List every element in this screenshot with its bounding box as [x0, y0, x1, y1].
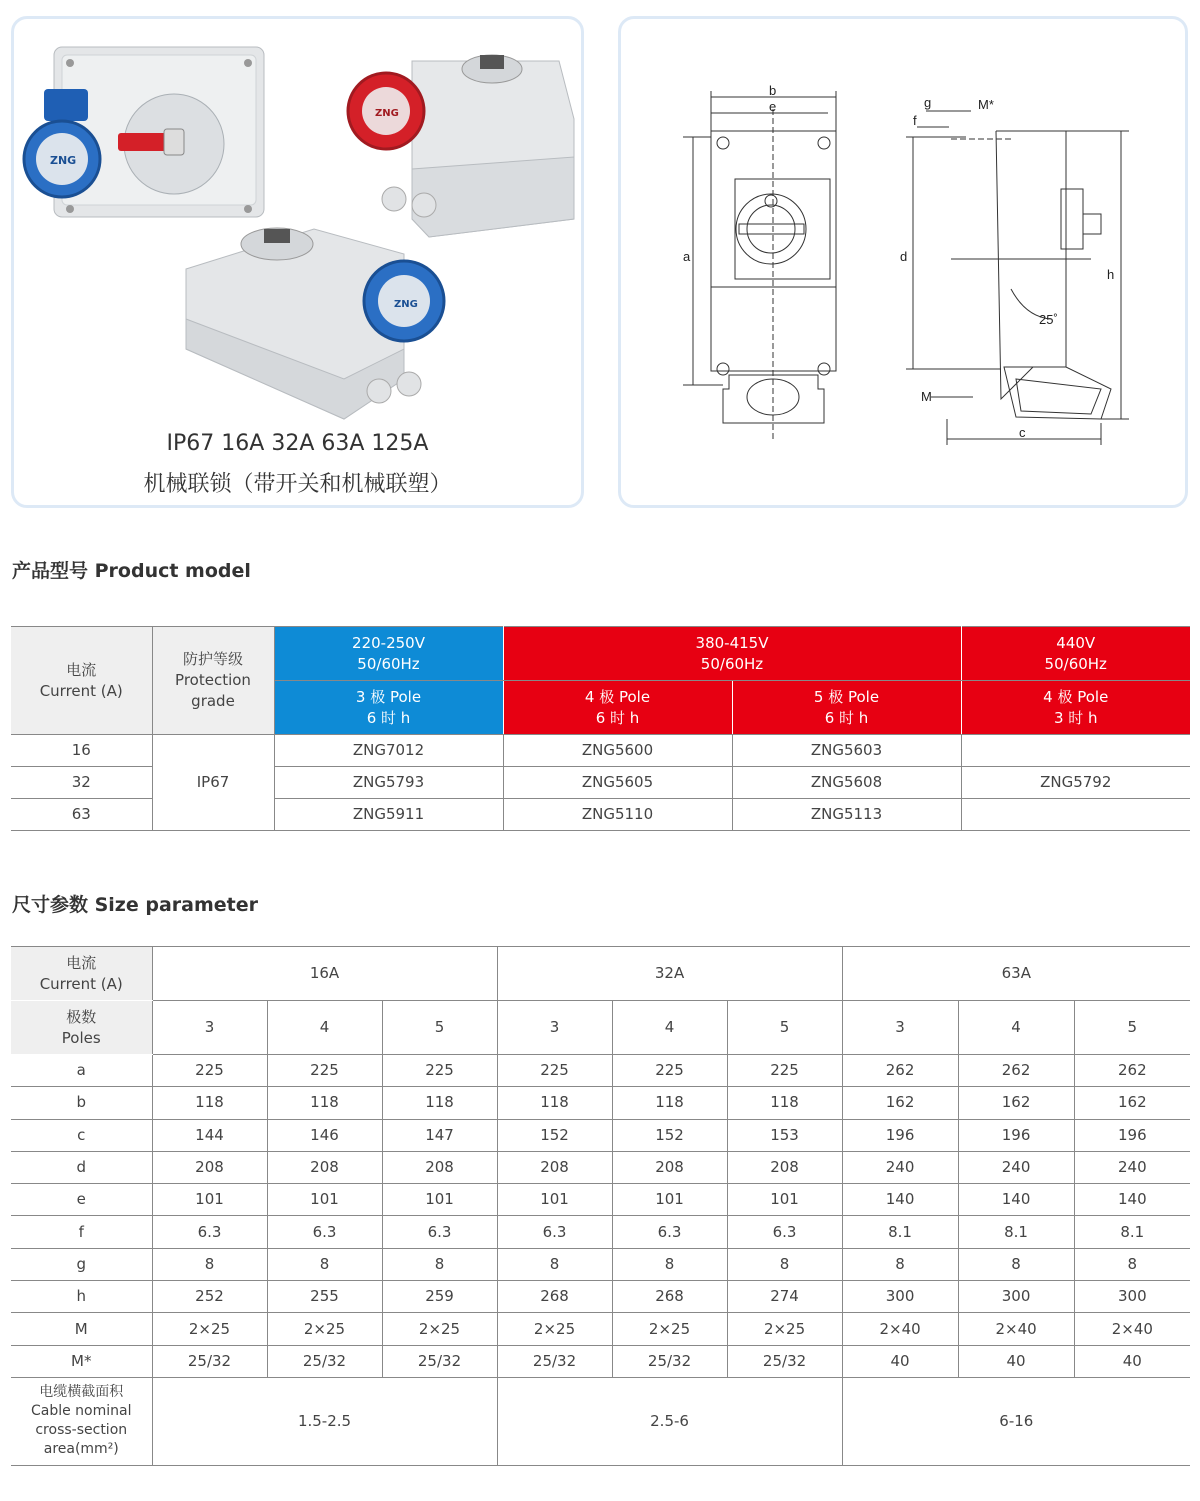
param-value: 101 — [382, 1184, 497, 1216]
param-value: 162 — [958, 1087, 1074, 1119]
param-value: 153 — [727, 1119, 842, 1151]
table-row — [11, 1119, 1190, 1151]
param-value: 2×25 — [727, 1313, 842, 1345]
param-value: 225 — [382, 1055, 497, 1087]
dim-label-m-star: M* — [978, 97, 994, 112]
param-value: 101 — [727, 1184, 842, 1216]
brand-label-red: ZNG — [375, 108, 399, 119]
param-value: 101 — [612, 1184, 727, 1216]
param-value: 144 — [152, 1119, 267, 1151]
param-value: 225 — [612, 1055, 727, 1087]
cable-label-en-3: area(mm²) — [43, 1441, 119, 1458]
pole-cell: 5 — [727, 1001, 842, 1055]
param-value: 208 — [612, 1151, 727, 1183]
pole-cell: 5 — [382, 1001, 497, 1055]
product-socket-red — [348, 55, 574, 237]
param-value: 152 — [497, 1119, 612, 1151]
param-label: M — [11, 1313, 152, 1345]
param-value: 25/32 — [267, 1345, 382, 1377]
cable-value-63a: 6-16 — [842, 1377, 1190, 1465]
model-cell — [961, 735, 1190, 767]
param-value: 6.3 — [727, 1216, 842, 1248]
param-value: 2×25 — [152, 1313, 267, 1345]
param-value: 6.3 — [497, 1216, 612, 1248]
table-row — [11, 1087, 1190, 1119]
product-model-table — [11, 626, 1190, 831]
param-label: f — [11, 1216, 152, 1248]
model-cell: ZNG5793 — [274, 767, 503, 799]
param-value: 262 — [842, 1055, 958, 1087]
table-row — [11, 1345, 1190, 1377]
pole-cell: 4 — [267, 1001, 382, 1055]
voltage-group-header — [961, 627, 1190, 681]
dim-label-d: d — [900, 249, 908, 264]
dim-label-c: c — [1019, 425, 1026, 440]
product-socket-blue-angled — [186, 228, 444, 419]
technical-drawing-panel — [618, 16, 1188, 508]
param-value: 162 — [842, 1087, 958, 1119]
current-label-cn: 电流 — [66, 953, 97, 972]
table-row — [11, 1216, 1190, 1248]
param-value: 208 — [152, 1151, 267, 1183]
model-cell: ZNG5110 — [503, 799, 732, 831]
param-label: h — [11, 1281, 152, 1313]
current-group-32a: 32A — [497, 947, 842, 1001]
param-value: 208 — [727, 1151, 842, 1183]
param-label: b — [11, 1087, 152, 1119]
model-cell: ZNG7012 — [274, 735, 503, 767]
table-row — [11, 1055, 1190, 1087]
header-protection-en-1: Protection — [175, 671, 251, 689]
param-value: 8 — [497, 1248, 612, 1280]
hour-label: 3 时 h — [1053, 708, 1098, 727]
model-cell: ZNG5605 — [503, 767, 732, 799]
param-value: 162 — [1074, 1087, 1190, 1119]
param-label: c — [11, 1119, 152, 1151]
param-label: e — [11, 1184, 152, 1216]
header-protection-en-2: grade — [191, 692, 235, 710]
param-value: 2×25 — [497, 1313, 612, 1345]
param-value: 208 — [267, 1151, 382, 1183]
param-value: 25/32 — [497, 1345, 612, 1377]
voltage-label: 220-250V — [352, 633, 425, 652]
pole-label: 4 极 Pole — [1043, 687, 1109, 706]
poles-label-cn: 极数 — [66, 1007, 97, 1026]
dimension-drawing — [621, 19, 1185, 505]
pole-header — [503, 681, 732, 735]
pole-header — [961, 681, 1190, 735]
param-label: d — [11, 1151, 152, 1183]
param-value: 25/32 — [152, 1345, 267, 1377]
size-parameter-table — [11, 946, 1190, 1466]
param-value: 240 — [842, 1151, 958, 1183]
model-cell: ZNG5603 — [732, 735, 961, 767]
hour-label: 6 时 h — [595, 708, 640, 727]
param-label: M* — [11, 1345, 152, 1377]
param-value: 225 — [727, 1055, 842, 1087]
param-value: 8 — [152, 1248, 267, 1280]
poles-row-label — [11, 1001, 152, 1055]
param-value: 262 — [958, 1055, 1074, 1087]
param-value: 152 — [612, 1119, 727, 1151]
product-socket-blue-wide — [24, 47, 264, 217]
model-cell: ZNG5792 — [961, 767, 1190, 799]
param-value: 147 — [382, 1119, 497, 1151]
voltage-group-header — [274, 627, 503, 681]
param-value: 8 — [612, 1248, 727, 1280]
header-current-cn: 电流 — [66, 660, 97, 679]
param-value: 8 — [1074, 1248, 1190, 1280]
param-value: 8 — [842, 1248, 958, 1280]
table-row — [11, 1313, 1190, 1345]
param-value: 8.1 — [958, 1216, 1074, 1248]
param-value: 6.3 — [267, 1216, 382, 1248]
param-value: 118 — [152, 1087, 267, 1119]
pole-cell: 4 — [958, 1001, 1074, 1055]
dim-label-f: f — [913, 113, 917, 128]
cable-label-en-2: cross-section — [35, 1422, 128, 1439]
param-value: 268 — [612, 1281, 727, 1313]
param-value: 240 — [958, 1151, 1074, 1183]
param-value: 208 — [382, 1151, 497, 1183]
param-value: 118 — [727, 1087, 842, 1119]
hour-label: 6 时 h — [366, 708, 411, 727]
param-value: 2×25 — [267, 1313, 382, 1345]
param-value: 25/32 — [727, 1345, 842, 1377]
param-value: 252 — [152, 1281, 267, 1313]
pole-label: 3 极 Pole — [355, 687, 422, 706]
pole-cell: 5 — [1074, 1001, 1190, 1055]
size-parameter-title: 尺寸参数 Size parameter — [12, 894, 259, 916]
dim-label-e: e — [769, 99, 777, 114]
pole-cell: 3 — [842, 1001, 958, 1055]
frequency-label: 50/60Hz — [1044, 654, 1107, 673]
current-row-label — [11, 947, 152, 1001]
param-value: 196 — [958, 1119, 1074, 1151]
product-photo-panel — [11, 16, 584, 508]
dim-label-m: M — [921, 389, 932, 404]
param-value: 140 — [1074, 1184, 1190, 1216]
param-value: 40 — [842, 1345, 958, 1377]
param-value: 268 — [497, 1281, 612, 1313]
param-value: 300 — [958, 1281, 1074, 1313]
param-value: 2×40 — [842, 1313, 958, 1345]
frequency-label: 50/60Hz — [357, 654, 420, 673]
brand-label-blue: ZNG — [394, 299, 418, 310]
dim-label-b: b — [769, 83, 777, 98]
param-value: 8.1 — [1074, 1216, 1190, 1248]
param-value: 225 — [267, 1055, 382, 1087]
dim-label-a: a — [683, 249, 691, 264]
param-value: 225 — [497, 1055, 612, 1087]
param-value: 262 — [1074, 1055, 1190, 1087]
model-cell: ZNG5113 — [732, 799, 961, 831]
pole-cell: 3 — [152, 1001, 267, 1055]
model-cell — [961, 799, 1190, 831]
dim-label-angle: 25˚ — [1039, 312, 1058, 327]
protection-cell: IP67 — [152, 735, 274, 831]
param-value: 146 — [267, 1119, 382, 1151]
param-value: 40 — [1074, 1345, 1190, 1377]
param-value: 118 — [267, 1087, 382, 1119]
param-value: 208 — [497, 1151, 612, 1183]
model-cell: ZNG5608 — [732, 767, 961, 799]
param-value: 6.3 — [152, 1216, 267, 1248]
param-value: 300 — [1074, 1281, 1190, 1313]
cable-value-32a: 2.5-6 — [497, 1377, 842, 1465]
param-value: 259 — [382, 1281, 497, 1313]
param-value: 2×25 — [612, 1313, 727, 1345]
param-value: 6.3 — [382, 1216, 497, 1248]
pole-header — [274, 681, 503, 735]
param-value: 274 — [727, 1281, 842, 1313]
product-caption-line1: IP67 16A 32A 63A 125A — [166, 431, 429, 456]
param-value: 2×25 — [382, 1313, 497, 1345]
voltage-label: 440V — [1056, 633, 1096, 652]
param-value: 255 — [267, 1281, 382, 1313]
header-current — [11, 627, 152, 735]
param-value: 118 — [382, 1087, 497, 1119]
param-value: 6.3 — [612, 1216, 727, 1248]
param-value: 300 — [842, 1281, 958, 1313]
param-value: 225 — [152, 1055, 267, 1087]
param-label: g — [11, 1248, 152, 1280]
voltage-group-header — [503, 627, 961, 681]
param-value: 8 — [382, 1248, 497, 1280]
table-row — [11, 735, 1190, 767]
param-value: 8 — [958, 1248, 1074, 1280]
header-current-en: Current (A) — [39, 681, 123, 700]
param-value: 118 — [497, 1087, 612, 1119]
param-value: 101 — [267, 1184, 382, 1216]
table-row — [11, 1281, 1190, 1313]
current-cell: 63 — [11, 799, 152, 831]
header-protection-cn: 防护等级 — [182, 650, 243, 668]
param-value: 101 — [152, 1184, 267, 1216]
hour-label: 6 时 h — [824, 708, 869, 727]
param-value: 196 — [1074, 1119, 1190, 1151]
param-value: 2×40 — [1074, 1313, 1190, 1345]
frequency-label: 50/60Hz — [700, 654, 764, 673]
dim-label-h: h — [1107, 267, 1115, 282]
pole-header — [732, 681, 961, 735]
param-value: 8 — [267, 1248, 382, 1280]
param-value: 140 — [842, 1184, 958, 1216]
voltage-label: 380-415V — [695, 633, 769, 652]
pole-label: 4 极 Pole — [584, 687, 651, 706]
current-cell: 16 — [11, 735, 152, 767]
model-cell: ZNG5600 — [503, 735, 732, 767]
cable-label-cn: 电缆横截面积 — [39, 1384, 124, 1401]
current-group-16a: 16A — [152, 947, 497, 1001]
pole-cell: 4 — [612, 1001, 727, 1055]
header-protection — [152, 627, 274, 735]
param-value: 140 — [958, 1184, 1074, 1216]
param-value: 8.1 — [842, 1216, 958, 1248]
poles-label-en: Poles — [61, 1028, 101, 1047]
product-model-title: 产品型号 Product model — [12, 560, 251, 582]
dim-label-g: g — [924, 95, 932, 110]
param-value: 25/32 — [612, 1345, 727, 1377]
current-label-en: Current (A) — [39, 974, 123, 993]
brand-label: ZNG — [50, 154, 77, 167]
pole-label: 5 极 Pole — [813, 687, 880, 706]
param-value: 118 — [612, 1087, 727, 1119]
table-row — [11, 1248, 1190, 1280]
current-cell: 32 — [11, 767, 152, 799]
param-label: a — [11, 1055, 152, 1087]
product-caption-line2: 机械联锁（带开关和机械联塑） — [143, 472, 452, 497]
cable-label — [11, 1377, 152, 1465]
cable-value-16a: 1.5-2.5 — [152, 1377, 497, 1465]
table-row — [11, 1151, 1190, 1183]
param-value: 8 — [727, 1248, 842, 1280]
param-value: 40 — [958, 1345, 1074, 1377]
model-cell: ZNG5911 — [274, 799, 503, 831]
param-value: 196 — [842, 1119, 958, 1151]
current-group-63a: 63A — [842, 947, 1190, 1001]
param-value: 240 — [1074, 1151, 1190, 1183]
param-value: 2×40 — [958, 1313, 1074, 1345]
pole-cell: 3 — [497, 1001, 612, 1055]
cable-label-en-1: Cable nominal — [30, 1403, 132, 1420]
param-value: 25/32 — [382, 1345, 497, 1377]
table-row — [11, 1184, 1190, 1216]
param-value: 101 — [497, 1184, 612, 1216]
